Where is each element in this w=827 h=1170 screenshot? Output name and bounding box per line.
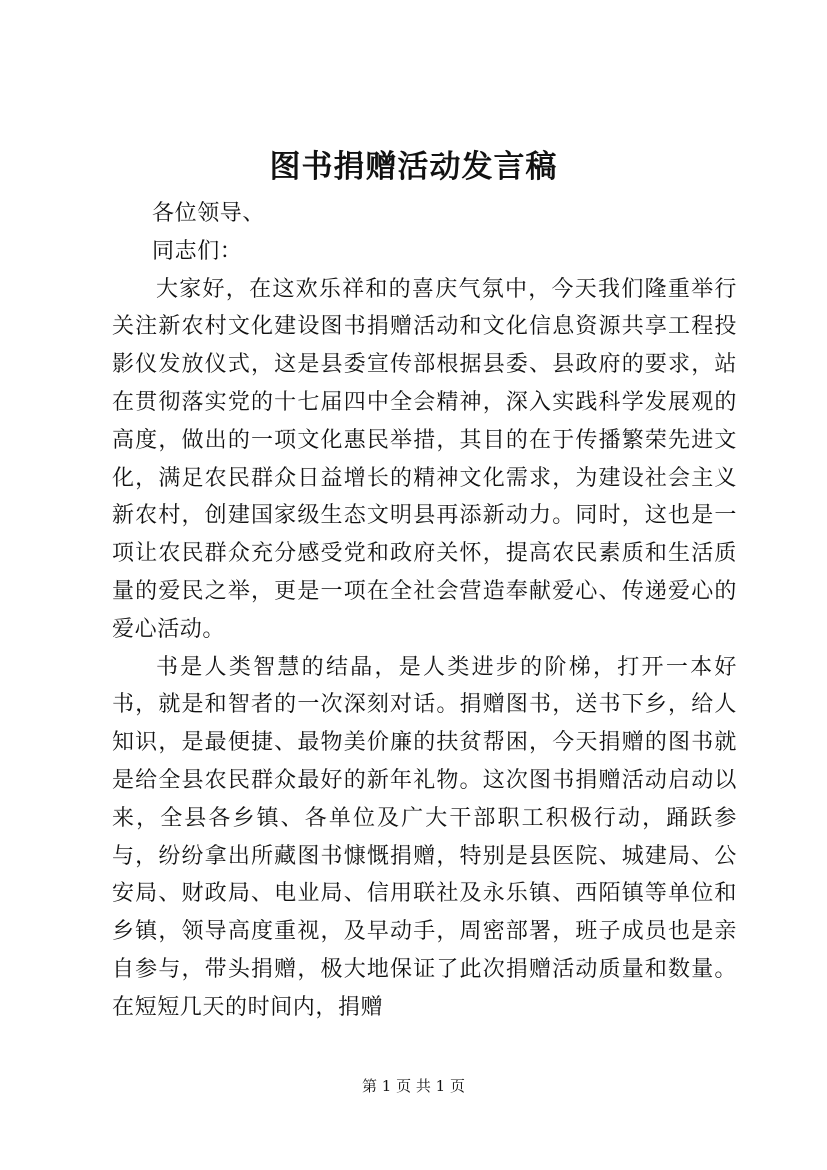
page-number-footer: 第 1 页 共 1 页 — [362, 1077, 465, 1095]
document-body — [112, 195, 737, 1027]
salutation-leaders: 各位领导、 — [152, 201, 266, 226]
salutation-comrades: 同志们： — [152, 238, 243, 264]
paragraph-2: 书是人类智慧的结晶，是人类进步的阶梯，打开一本好书，就是和智者的一次深刻对话。捐赠图书，送书下乡，给人知识，是最便捷、最物美价廉的扶贫帮困，今天捐赠的图书就是给全县农民群众最好的新年礼物。这次图书捐赠活动启动以来，全县各乡镇、各单位及广大干部职工积极行动，踊跃参与，纷纷拿出所藏图书慷慨捐赠，特别是县医院、城建局、公安局、财政局、电业局、信用联社及永乐镇、西陌镇等单位和乡镇，领导高度重视，及早动手，周密部署，班子成员也是亲自参与，带头捐赠，极大地保证了此次捐赠活动质量和数量。在短短几天的时间内，捐赠 — [112, 654, 737, 1020]
paragraph-1: 大家好，在这欢乐祥和的喜庆气氛中，今天我们隆重举行关注新农村文化建设图书捐赠活动和文化信息资源共享工程投影仪发放仪式，这是县委宣传部根据县委、县政府的要求，站在贯彻落实党的十七届四中全会精神，深入实践科学发展观的高度，做出的一项文化惠民举措，其目的在于传播繁荣先进文化，满足农民群众日益增长的精神文化需求，为建设社会主义新农村，创建国家级生态文明县再添新动力。同时，这也是一项让农民群众充分感受党和政府关怀，提高农民素质和生活质量的爱民之举，更是一项在全社会营造奉献爱心、传递爱心的爱心活动。 — [112, 276, 737, 642]
document-title: 图书捐赠活动发言稿 — [269, 149, 558, 185]
